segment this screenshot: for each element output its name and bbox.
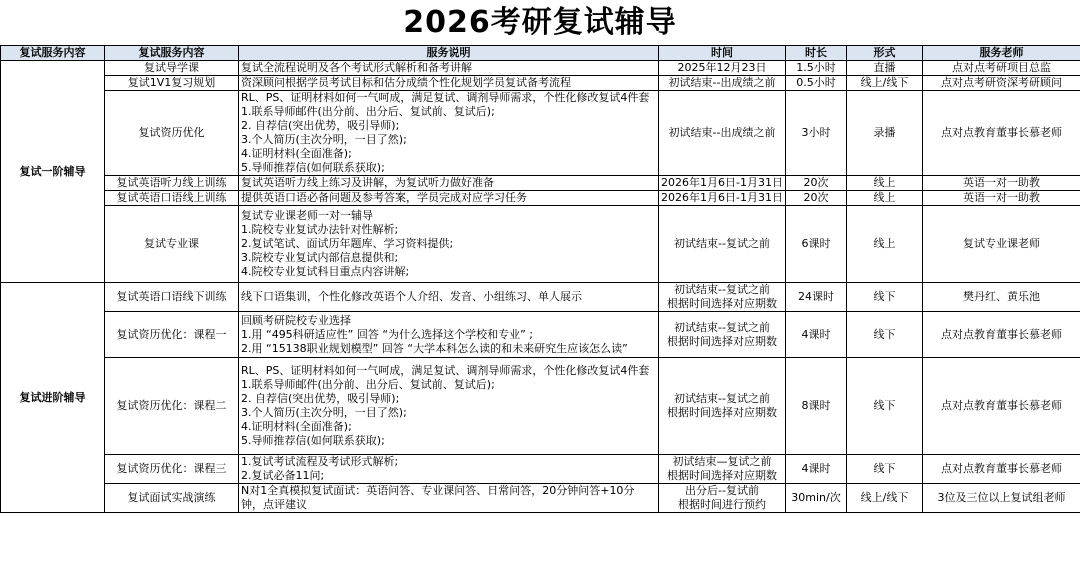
service-teacher: 英语一对一助教 — [923, 191, 1080, 206]
header-teacher: 服务老师 — [923, 46, 1080, 61]
table-row — [1, 61, 1080, 76]
description-line: 5.导师推荐信(如何联系获取); — [241, 161, 385, 174]
description-line: 5.导师推荐信(如何联系获取); — [241, 434, 385, 447]
service-time — [659, 176, 786, 191]
description-line: 线下口语集训，个性化修改英语个人介绍、发音、小组练习、单人展示 — [241, 290, 582, 303]
service-teacher: 樊丹红、黄乐池 — [923, 283, 1080, 312]
time-line: 出分后--复试前 — [685, 484, 759, 497]
service-item: 复试1V1复习规划 — [105, 76, 239, 91]
description-line: 1.复试考试流程及考试形式解析; — [241, 455, 399, 468]
service-duration: 4课时 — [786, 312, 847, 358]
service-form: 直播 — [847, 61, 923, 76]
description-line: 2.用 “15138职业规划模型” 回答 “大学本科怎么读的和未来研究生应该怎么读” — [241, 341, 628, 355]
service-duration: 6课时 — [786, 206, 847, 283]
service-form: 录播 — [847, 91, 923, 176]
service-time — [659, 191, 786, 206]
header-time: 时间 — [659, 46, 786, 61]
time-line: 2026年1月6日-1月31日 — [661, 176, 783, 189]
service-description — [239, 312, 659, 358]
service-time — [659, 312, 786, 358]
description-line: 4.院校专业复试科目重点内容讲解; — [241, 265, 410, 278]
time-line: 根据时间选择对应期数 — [667, 297, 777, 310]
time-line: 根据时间选择对应期数 — [667, 469, 777, 482]
service-description — [239, 91, 659, 176]
service-teacher: 复试专业课老师 — [923, 206, 1080, 283]
table-row — [1, 358, 1080, 455]
service-form: 线上/线下 — [847, 484, 923, 513]
time-line: 初试结束--复试之前 — [674, 320, 770, 334]
description-line: 3.院校专业复试内部信息提供和; — [241, 251, 399, 264]
group-label: 复试进阶辅导 — [1, 283, 105, 513]
service-description — [239, 283, 659, 312]
service-duration: 20次 — [786, 191, 847, 206]
service-description — [239, 358, 659, 455]
service-description — [239, 176, 659, 191]
time-line: 根据时间选择对应期数 — [667, 406, 777, 419]
table-row — [1, 206, 1080, 283]
service-time — [659, 91, 786, 176]
time-line: 2025年12月23日 — [677, 61, 767, 74]
service-description — [239, 455, 659, 484]
table-row — [1, 484, 1080, 513]
service-form: 线上 — [847, 176, 923, 191]
service-teacher: 点对点考研资深考研顾问 — [923, 76, 1080, 91]
description-line: 4.证明材料(全面准备); — [241, 420, 352, 433]
service-form: 线上 — [847, 206, 923, 283]
service-teacher: 点对点教育董事长慕老师 — [923, 455, 1080, 484]
description-line: 2.复试必备11问; — [241, 469, 325, 482]
description-line: 1.联系导师邮件(出分前、出分后、复试前、复试后); — [241, 105, 495, 118]
service-item: 复试资历优化：课程一 — [105, 312, 239, 358]
service-item: 复试专业课 — [105, 206, 239, 283]
table-row — [1, 455, 1080, 484]
service-time — [659, 76, 786, 91]
description-line: 回顾考研院校专业选择 — [241, 313, 351, 327]
header-category: 复试服务内容 — [1, 46, 105, 61]
table-row — [1, 312, 1080, 358]
service-time — [659, 484, 786, 513]
time-line: 根据时间进行预约 — [678, 498, 766, 511]
service-description — [239, 206, 659, 283]
service-time — [659, 455, 786, 484]
description-line: 2. 自荐信(突出优势，吸引导师); — [241, 392, 400, 405]
description-line: 复试专业课老师一对一辅导 — [241, 209, 373, 222]
service-item: 复试英语听力线上训练 — [105, 176, 239, 191]
time-line: 初试结束--出成绩之前 — [668, 126, 776, 139]
page-title: 2026考研复试辅导 — [403, 5, 677, 40]
time-line: 初试结束--出成绩之前 — [668, 76, 776, 89]
service-duration: 8课时 — [786, 358, 847, 455]
service-duration: 3小时 — [786, 91, 847, 176]
service-time — [659, 358, 786, 455]
table-row — [1, 191, 1080, 206]
service-item: 复试面试实战演练 — [105, 484, 239, 513]
service-description — [239, 484, 659, 513]
group-label: 复试一阶辅导 — [1, 61, 105, 283]
service-description — [239, 61, 659, 76]
header-form: 形式 — [847, 46, 923, 61]
service-duration: 1.5小时 — [786, 61, 847, 76]
description-line: N对1全真模拟复试面试：英语问答、专业课问答、日常问答，20分钟问答+10分 — [241, 484, 635, 497]
table-row — [1, 76, 1080, 91]
service-time — [659, 61, 786, 76]
service-teacher: 点对点考研项目总监 — [923, 61, 1080, 76]
service-form: 线上 — [847, 191, 923, 206]
description-line: RL、PS、证明材料如何一气呵成，满足复试、调剂导师需求，个性化修改复试4件套 — [241, 91, 650, 104]
service-item: 复试英语口语线上训练 — [105, 191, 239, 206]
time-line: 初试结束--复试之前 — [674, 392, 770, 405]
time-line: 根据时间选择对应期数 — [667, 334, 777, 348]
service-form: 线上/线下 — [847, 76, 923, 91]
service-duration: 20次 — [786, 176, 847, 191]
description-line: 2.复试笔试、面试历年题库、学习资料提供; — [241, 237, 454, 250]
service-teacher: 点对点教育董事长慕老师 — [923, 312, 1080, 358]
description-line: 1.用 “495科研适应性” 回答 “为什么选择这个学校和专业” ; — [241, 327, 533, 341]
service-item: 复试导学课 — [105, 61, 239, 76]
service-form: 线下 — [847, 312, 923, 358]
service-description — [239, 76, 659, 91]
service-description — [239, 191, 659, 206]
header-item: 复试服务内容 — [105, 46, 239, 61]
description-line: 提供英语口语必备问题及参考答案，学员完成对应学习任务 — [241, 191, 527, 204]
time-line: 2026年1月6日-1月31日 — [661, 191, 783, 204]
description-line: 2. 自荐信(突出优势，吸引导师); — [241, 119, 400, 132]
service-duration: 30min/次 — [786, 484, 847, 513]
description-line: 资深顾问根据学员考试目标和估分成绩个性化规划学员复试备考流程 — [241, 76, 571, 89]
service-duration: 24课时 — [786, 283, 847, 312]
service-table — [0, 45, 1080, 513]
service-teacher: 3位及三位以上复试组老师 — [923, 484, 1080, 513]
description-line: RL、PS、证明材料如何一气呵成，满足复试、调剂导师需求，个性化修改复试4件套 — [241, 364, 650, 377]
time-line: 初试结束--复试之前 — [674, 283, 770, 296]
table-row — [1, 91, 1080, 176]
description-line: 钟，点评建议 — [241, 498, 307, 511]
service-form: 线下 — [847, 455, 923, 484]
service-item: 复试资历优化：课程三 — [105, 455, 239, 484]
service-item: 复试资历优化：课程二 — [105, 358, 239, 455]
table-row — [1, 176, 1080, 191]
description-line: 1.联系导师邮件(出分前、出分后、复试前、复试后); — [241, 378, 495, 391]
service-teacher: 点对点教育董事长慕老师 — [923, 91, 1080, 176]
header-row — [1, 46, 1080, 61]
time-line: 初试结束--复试之前 — [674, 237, 770, 250]
description-line: 4.证明材料(全面准备); — [241, 147, 352, 160]
description-line: 1.院校专业复试办法针对性解析; — [241, 223, 399, 236]
description-line: 复试全流程说明及各个考试形式解析和备考讲解 — [241, 61, 472, 74]
service-form: 线下 — [847, 358, 923, 455]
service-teacher: 点对点教育董事长慕老师 — [923, 358, 1080, 455]
description-line: 复试英语听力线上练习及讲解，为复试听力做好准备 — [241, 176, 494, 189]
service-teacher: 英语一对一助教 — [923, 176, 1080, 191]
table-row — [1, 283, 1080, 312]
service-duration: 4课时 — [786, 455, 847, 484]
description-line: 3.个人简历(主次分明，一目了然); — [241, 133, 407, 146]
header-description: 服务说明 — [239, 46, 659, 61]
service-form: 线下 — [847, 283, 923, 312]
time-line: 初试结束—复试之前 — [672, 455, 772, 468]
service-item: 复试资历优化 — [105, 91, 239, 176]
header-duration: 时长 — [786, 46, 847, 61]
service-item: 复试英语口语线下训练 — [105, 283, 239, 312]
description-line: 3.个人简历(主次分明，一目了然); — [241, 406, 407, 419]
service-time — [659, 283, 786, 312]
service-time — [659, 206, 786, 283]
service-duration: 0.5小时 — [786, 76, 847, 91]
